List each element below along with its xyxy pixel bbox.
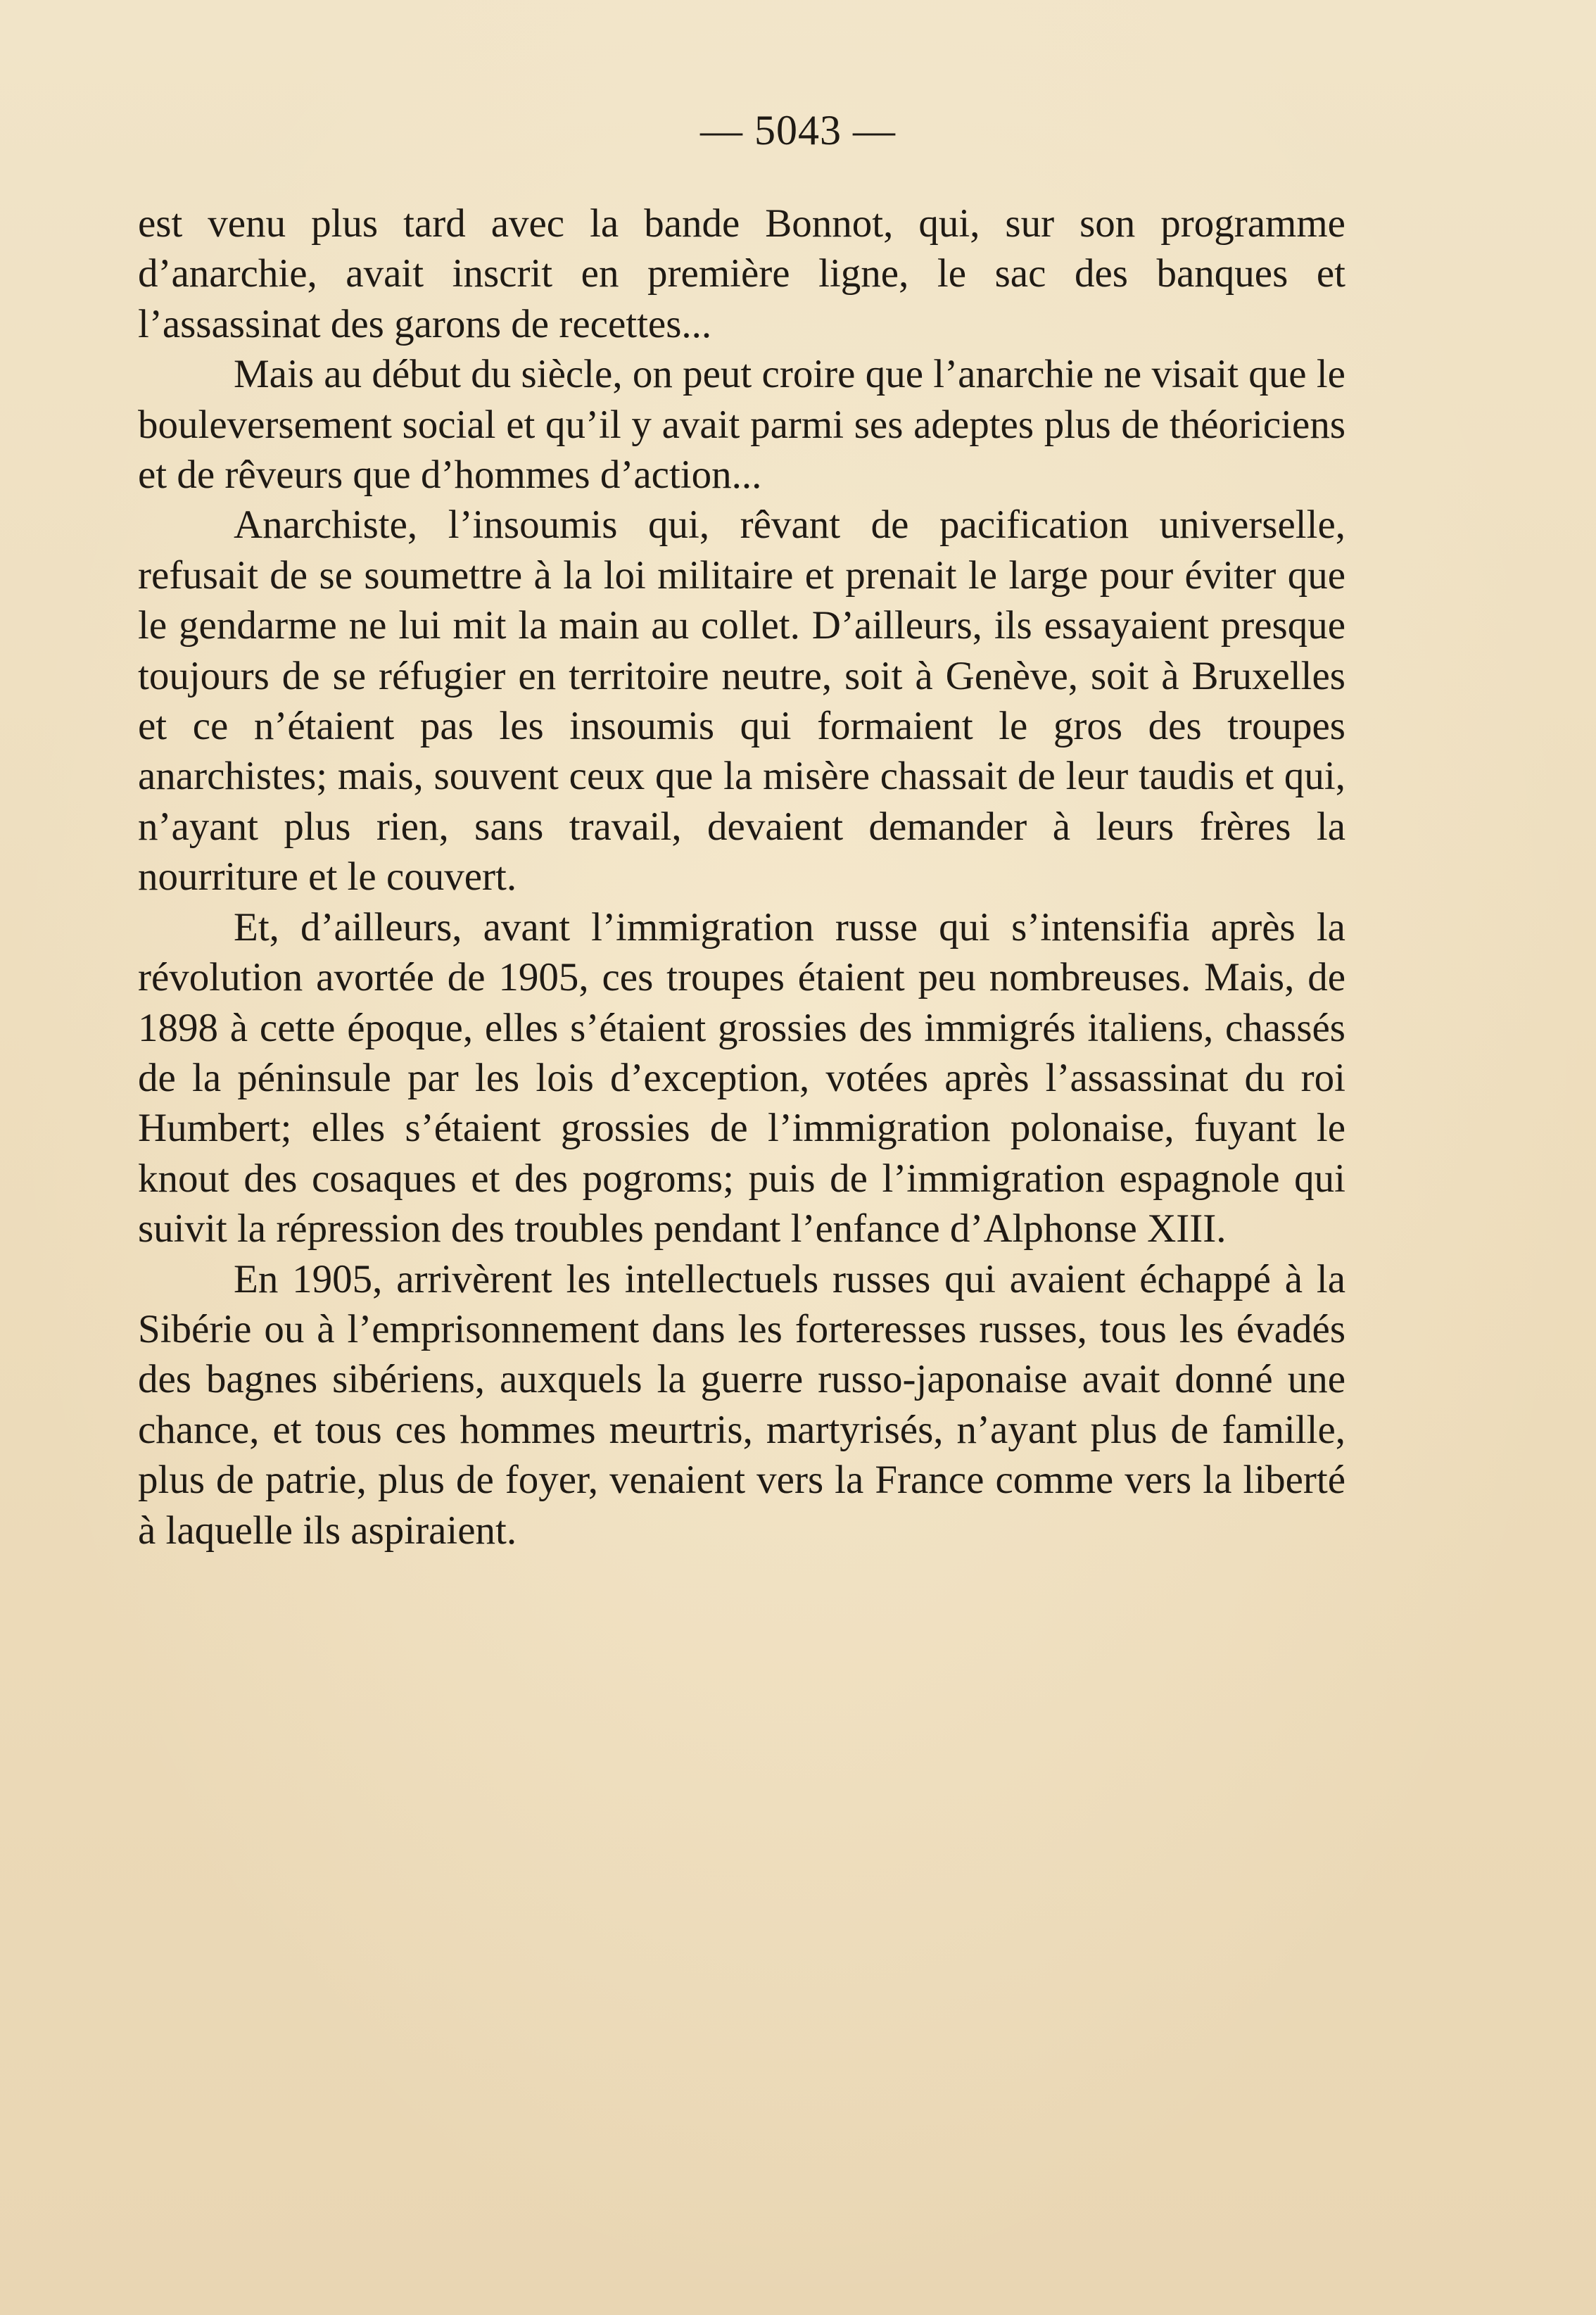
- paragraph-2: Mais au début du siècle, on peut croire que l’anarchie ne visait que le bouleversement social et qu’il y avait parmi ses adeptes plus de théoriciens et de rêveurs que d’hommes d’action...: [138, 352, 1345, 498]
- body-text: [138, 198, 1345, 1556]
- paragraph-1: est venu plus tard avec la bande Bonnot, qui, sur son programme d’anarchie, avait inscrit en première ligne, le sac des banques et l’assassinat des garons de recettes...: [138, 201, 1345, 346]
- page-number: — 5043 —: [700, 107, 896, 153]
- paragraph-4: Et, d’ailleurs, avant l’immigration russe qui s’intensifia après la révolution avortée de 1905, ces troupes étaient peu nombreuses. Mais, de 1898 à cette époque, elles s’étaient grossies des immigrés italiens, chassés de la péninsule par les lois d’exception, votées après l’assassinat du roi Humbert; elles s’étaient grossies de l’immigration polonaise, fuyant le knout des cosaques et des pogroms; puis de l’immigration espagnole qui suivit la répression des troubles pendant l’enfance d’Alphonse XIII.: [138, 904, 1345, 1251]
- paragraph-5: En 1905, arrivèrent les intellectuels russes qui avaient échappé à la Sibérie ou à l’emprisonnement dans les forteresses russes, tous les évadés des bagnes sibériens, auxquels la guerre russo-japonaise avait donné une chance, et tous ces hommes meurtris, martyrisés, n’ayant plus de famille, plus de patrie, plus de foyer, venaient vers la France comme vers la liberté à laquelle ils aspiraient.: [138, 1256, 1345, 1553]
- paragraph-3: Anarchiste, l’insoumis qui, rêvant de pacification universelle, refusait de se soumettre à la loi militaire et prenait le large pour éviter que le gendarme ne lui mit la main au collet. D’ailleurs, ils essayaient presque toujours de se réfugier en territoire neutre, soit à Genève, soit à Bruxelles et ce n’étaient pas les insoumis qui formaient le gros des troupes anarchistes; mais, souvent ceux que la misère chassait de leur taudis et qui, n’ayant plus rien, sans travail, devaient demander à leurs frères la nourriture et le couvert.: [138, 503, 1345, 900]
